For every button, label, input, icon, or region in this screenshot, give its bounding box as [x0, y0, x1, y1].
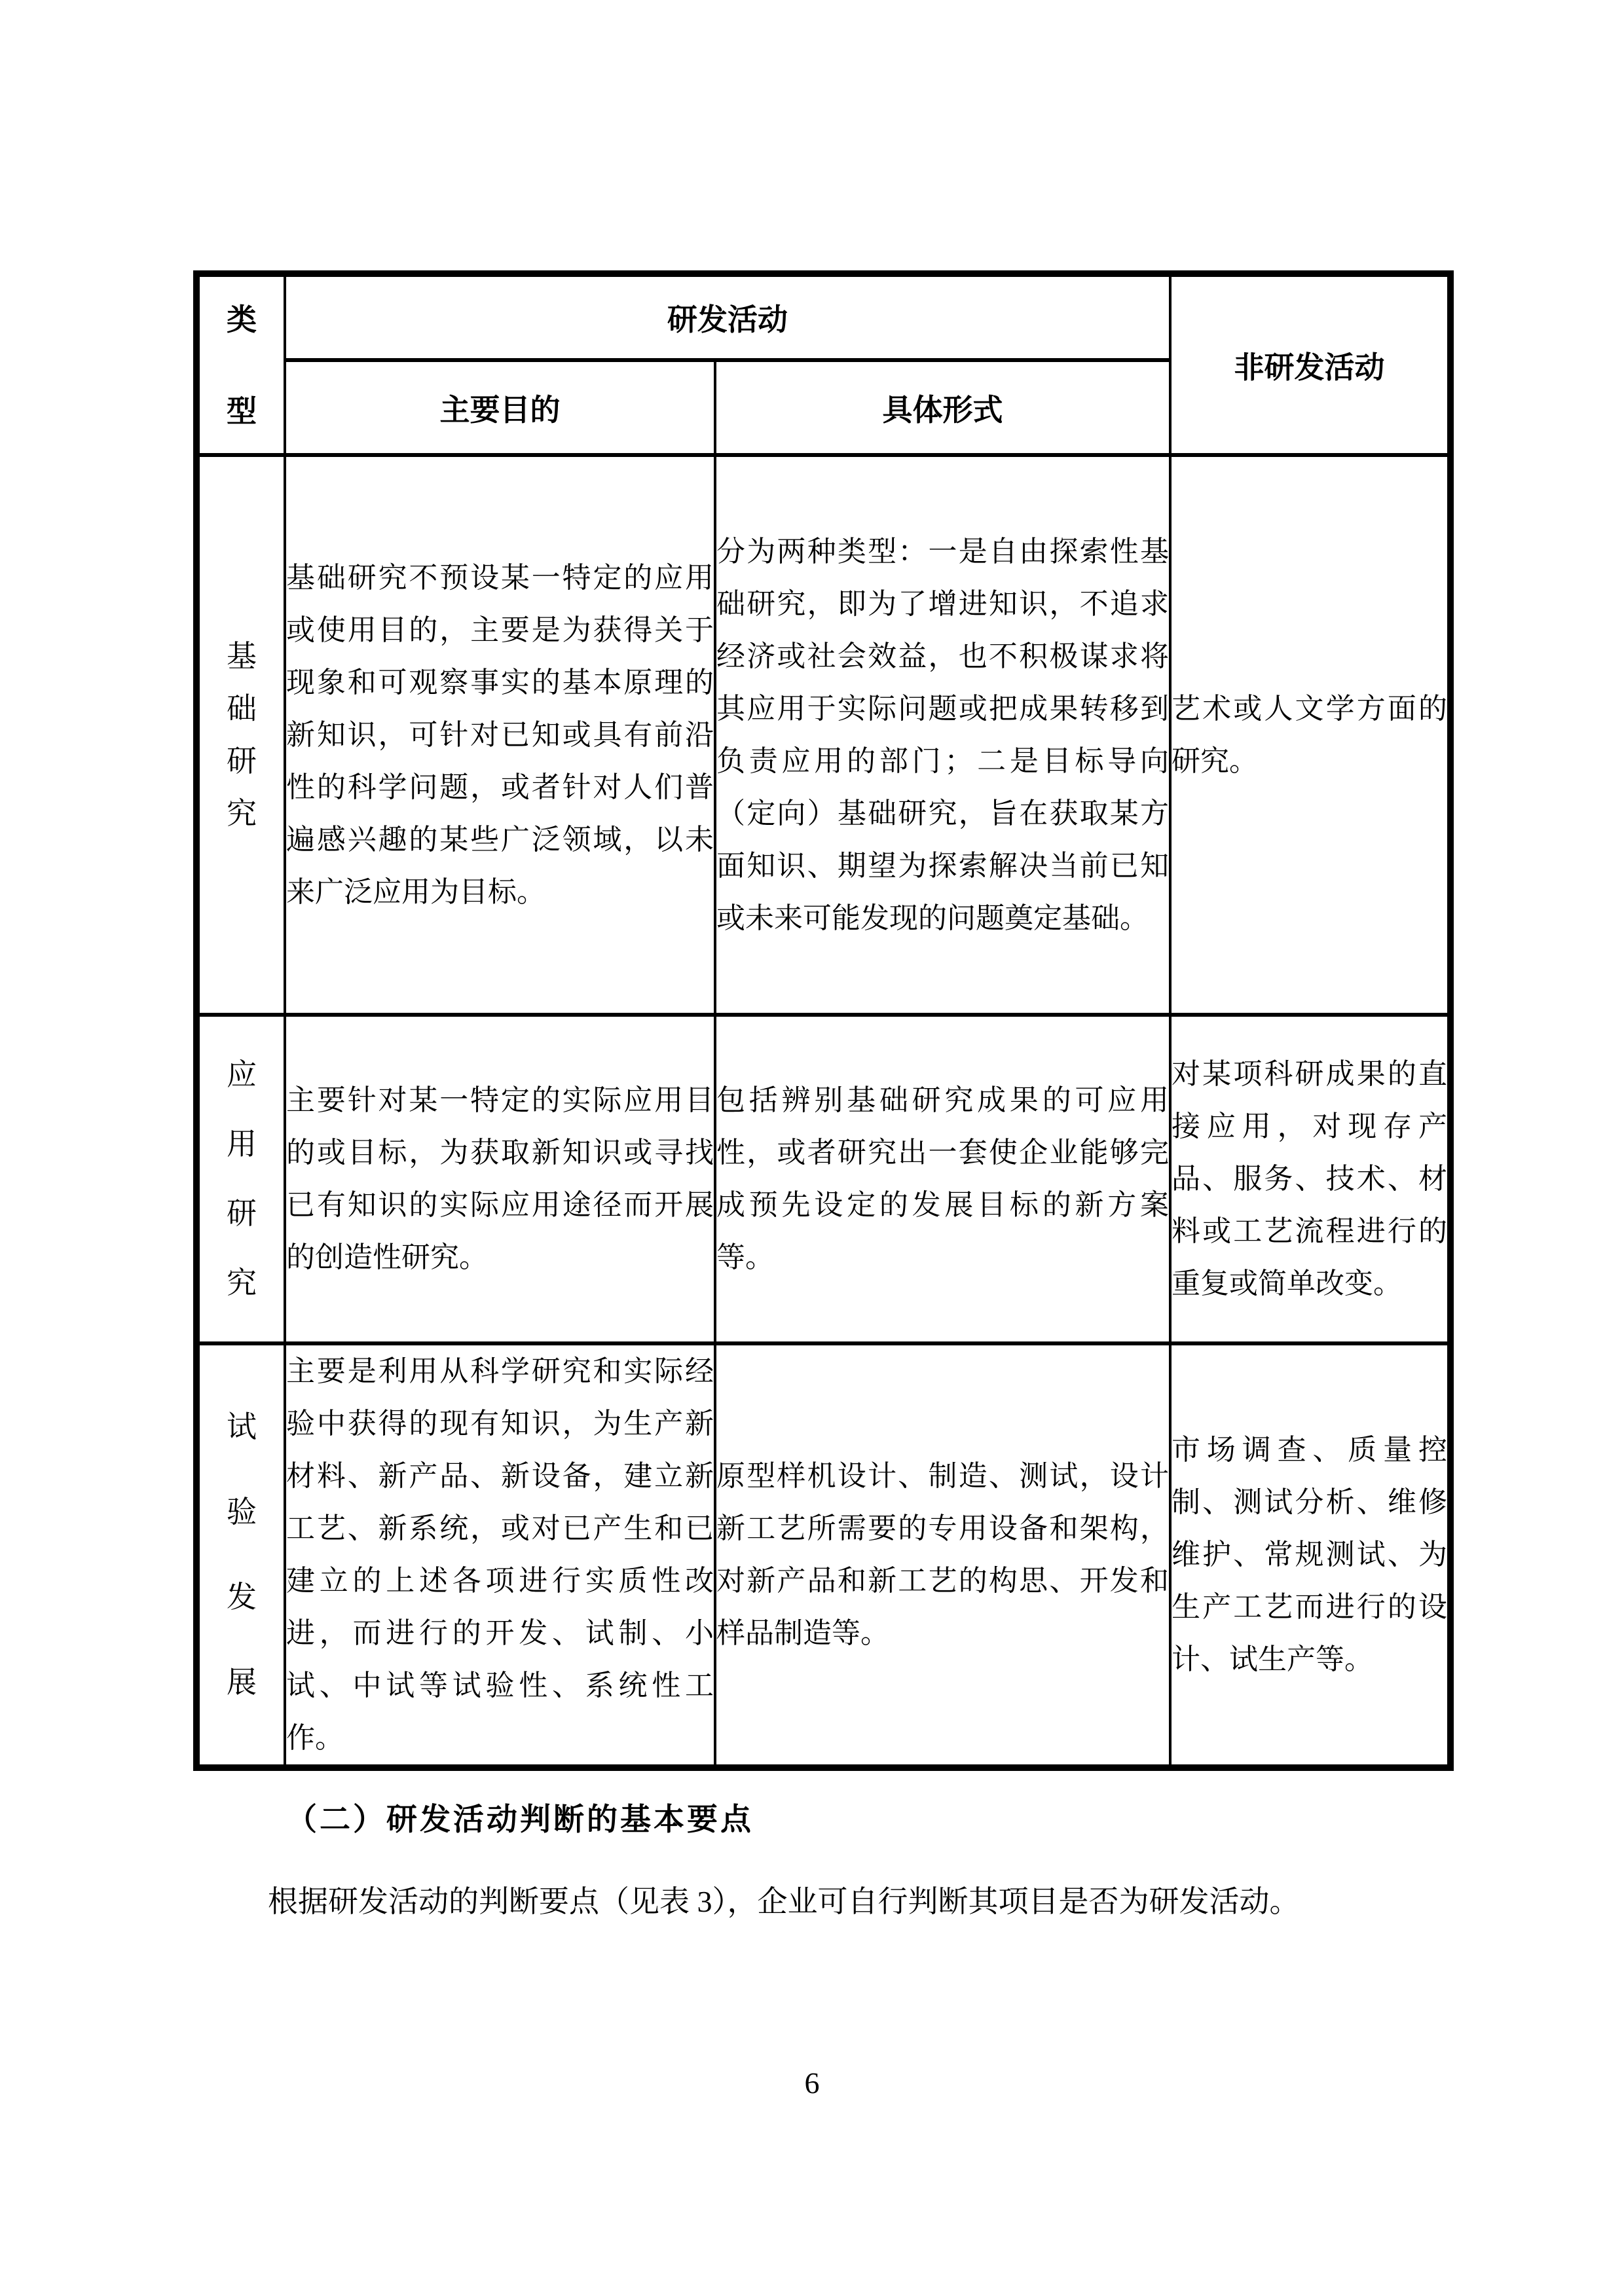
type-char: 研: [227, 1197, 257, 1230]
type-char: 发: [227, 1580, 257, 1614]
type-char: 究: [227, 1266, 257, 1300]
basic-research-non-rd-text: 艺术或人文学方面的研究。: [1172, 692, 1447, 777]
type-char: 试: [227, 1410, 257, 1444]
type-header-stack: [200, 304, 284, 427]
type-char: 础: [227, 691, 257, 725]
basic-research-form-text: 分为两种类型：一是自由探索性基础研究，即为了增进知识，不追求经济或社会效益，也不积极谋求将其应用于实际问题或把成果转移到负责应用的部门；二是目标导向（定向）基础研究，旨在获取某方面知识、期望为探索解决当前已知或未来可能发现的问题奠定基础。: [716, 535, 1169, 934]
section-paragraph: 根据研发活动的判断要点（见表 3），企业可自行判断其项目是否为研发活动。: [268, 1885, 1300, 1918]
type-char: 用: [227, 1127, 257, 1161]
cell-experimental-development-form: [715, 1343, 1170, 1768]
type-char: 应: [227, 1058, 257, 1091]
experimental-development-purpose-text: 主要是利用从科学研究和实际经验中获得的现有知识，为生产新材料、新产品、新设备，建立新工艺、新系统，或对已产生和已建立的上述各项进行实质性改进，而进行的开发、试制、小试、中试等试验性、系统性工作。: [286, 1355, 714, 1754]
cell-applied-research-purpose: [285, 1015, 715, 1343]
cell-applied-research-non-rd: [1170, 1015, 1450, 1343]
type-char: 研: [227, 744, 257, 778]
non-rd-activities-label: 非研发活动: [1234, 350, 1385, 384]
basic-research-purpose-text: 基础研究不预设某一特定的应用或使用目的，主要是为获得关于现象和可观察事实的基本原理的新知识，可针对已知或具有前沿性的科学问题，或者针对人们普遍感兴趣的某些广泛领域，以未来广泛应用为目标。: [286, 561, 714, 908]
experimental-development-form-text: 原型样机设计、制造、测试，设计新工艺所需要的专用设备和架构，对新产品和新工艺的构思、开发和样品制造等。: [716, 1460, 1169, 1649]
cell-type-applied-research: [196, 1015, 285, 1343]
cell-type-experimental-development: [196, 1343, 285, 1768]
rd-activities-table: [193, 270, 1454, 1771]
type-header-char: 型: [227, 393, 257, 428]
section-after-table: [193, 1797, 1447, 1928]
table-row-applied-research: [196, 1015, 1450, 1343]
type-char-stack: [200, 1059, 284, 1299]
cell-basic-research-form: [715, 455, 1170, 1015]
table-header-row-1: [196, 274, 1450, 360]
header-cell-specific-form: [715, 360, 1170, 455]
main-purpose-label: 主要目的: [439, 392, 561, 427]
cell-experimental-development-non-rd: [1170, 1343, 1450, 1768]
cell-basic-research-purpose: [285, 455, 715, 1015]
type-char: 基: [227, 639, 257, 673]
header-cell-main-purpose: [285, 360, 715, 455]
cell-applied-research-form: [715, 1015, 1170, 1343]
type-header-char: 类: [227, 302, 257, 337]
applied-research-non-rd-text: 对某项科研成果的直接应用，对现存产品、服务、技术、材料或工艺流程进行的重复或简单改变。: [1172, 1058, 1447, 1300]
type-char-stack: [200, 1412, 284, 1698]
section-heading: （二）研发活动判断的基本要点: [286, 1803, 754, 1837]
page-number: 6: [804, 2066, 820, 2100]
table-row-basic-research: [196, 455, 1450, 1015]
table-row-experimental-development: [196, 1343, 1450, 1768]
type-char: 展: [227, 1666, 257, 1699]
header-cell-type: [196, 274, 285, 455]
rd-activities-label: 研发活动: [667, 302, 788, 337]
applied-research-form-text: 包括辨别基础研究成果的可应用性，或者研究出一套使企业能够完成预先设定的发展目标的新方案等。: [716, 1084, 1169, 1273]
type-char-stack: [200, 641, 284, 829]
applied-research-purpose-text: 主要针对某一特定的实际应用目的或目标，为获取新知识或寻找已有知识的实际应用途径而开展的创造性研究。: [286, 1084, 714, 1273]
header-cell-rd-activities: [285, 274, 1170, 360]
type-char: 验: [227, 1495, 257, 1529]
header-cell-non-rd-activities: [1170, 274, 1450, 455]
specific-form-label: 具体形式: [882, 392, 1003, 427]
cell-type-basic-research: [196, 455, 285, 1015]
type-char: 究: [227, 796, 257, 830]
experimental-development-non-rd-text: 市场调查、质量控制、测试分析、维修维护、常规测试、为生产工艺而进行的设计、试生产等。: [1172, 1434, 1447, 1675]
cell-experimental-development-purpose: [285, 1343, 715, 1768]
cell-basic-research-non-rd: [1170, 455, 1450, 1015]
